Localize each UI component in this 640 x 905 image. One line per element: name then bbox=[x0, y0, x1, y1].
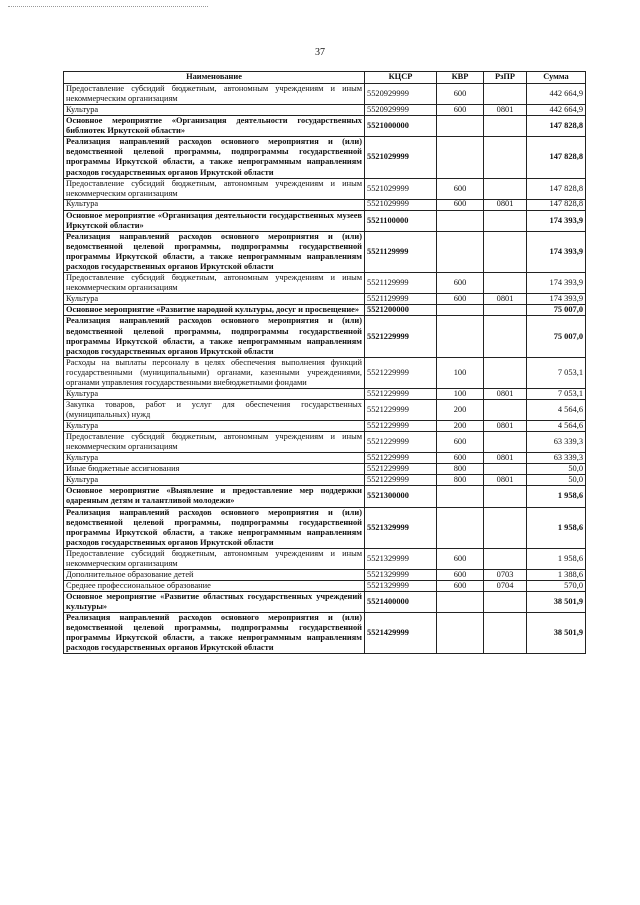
row-kvr-cell: 200 bbox=[437, 400, 484, 421]
row-rzpr-cell bbox=[484, 613, 527, 654]
row-kvr-cell bbox=[437, 507, 484, 548]
row-name-cell: Дополнительное образование детей bbox=[64, 569, 365, 580]
row-sum-cell: 4 564,6 bbox=[527, 421, 586, 432]
row-sum-cell: 50,0 bbox=[527, 475, 586, 486]
row-rzpr-cell bbox=[484, 548, 527, 569]
table-row bbox=[64, 199, 586, 210]
row-sum-cell: 442 664,9 bbox=[527, 105, 586, 116]
row-kvr-cell: 600 bbox=[437, 294, 484, 305]
row-name-cell: Реализация направлений расходов основного мероприятия и (или) ведомственной целевой программы, подпрограммы государственной программы Иркутской области, а также непрограммным направлениям расходов государственных органов Иркутской области bbox=[64, 613, 365, 654]
table-row bbox=[64, 105, 586, 116]
table-header-row bbox=[64, 72, 586, 84]
row-name-cell: Закупка товаров, работ и услуг для обеспечения государственных (муниципальных) нужд bbox=[64, 400, 365, 421]
row-kcsr-cell: 5521400000 bbox=[365, 591, 437, 612]
row-kvr-cell: 800 bbox=[437, 464, 484, 475]
row-sum-cell: 174 393,9 bbox=[527, 231, 586, 272]
row-sum-cell: 1 958,6 bbox=[527, 486, 586, 507]
row-kcsr-cell: 5521029999 bbox=[365, 199, 437, 210]
row-kvr-cell: 600 bbox=[437, 432, 484, 453]
row-name-cell: Предоставление субсидий бюджетным, автономным учреждениям и иным некоммерческим организациям bbox=[64, 548, 365, 569]
table-row bbox=[64, 486, 586, 507]
row-name-cell: Основное мероприятие «Организация деятельности государственных музеев Иркутской области» bbox=[64, 210, 365, 231]
row-kcsr-cell: 5521200000 bbox=[365, 305, 437, 316]
row-sum-cell: 147 828,8 bbox=[527, 137, 586, 178]
row-sum-cell: 75 007,0 bbox=[527, 305, 586, 316]
row-name-cell: Реализация направлений расходов основного мероприятия и (или) ведомственной целевой программы, подпрограммы государственной программы Иркутской области, а также непрограммным направлениям расходов государственных органов Иркутской области bbox=[64, 507, 365, 548]
header-kvr: КВР bbox=[437, 72, 484, 84]
row-kcsr-cell: 5521229999 bbox=[365, 421, 437, 432]
table-row bbox=[64, 116, 586, 137]
row-rzpr-cell bbox=[484, 432, 527, 453]
table-row bbox=[64, 210, 586, 231]
header-rzpr: РзПР bbox=[484, 72, 527, 84]
row-sum-cell: 38 501,9 bbox=[527, 591, 586, 612]
table-row bbox=[64, 84, 586, 105]
row-kvr-cell: 600 bbox=[437, 569, 484, 580]
row-sum-cell: 147 828,8 bbox=[527, 116, 586, 137]
row-kcsr-cell: 5521300000 bbox=[365, 486, 437, 507]
row-rzpr-cell bbox=[484, 210, 527, 231]
row-sum-cell: 50,0 bbox=[527, 464, 586, 475]
row-kcsr-cell: 5521229999 bbox=[365, 389, 437, 400]
row-rzpr-cell bbox=[484, 273, 527, 294]
row-kcsr-cell: 5521229999 bbox=[365, 475, 437, 486]
row-sum-cell: 174 393,9 bbox=[527, 210, 586, 231]
row-name-cell: Культура bbox=[64, 389, 365, 400]
row-rzpr-cell: 0801 bbox=[484, 105, 527, 116]
row-kcsr-cell: 5521000000 bbox=[365, 116, 437, 137]
row-name-cell: Предоставление субсидий бюджетным, автономным учреждениям и иным некоммерческим организациям bbox=[64, 178, 365, 199]
row-sum-cell: 7 053,1 bbox=[527, 389, 586, 400]
header-kcsr: КЦСР bbox=[365, 72, 437, 84]
row-rzpr-cell bbox=[484, 84, 527, 105]
row-rzpr-cell bbox=[484, 305, 527, 316]
page-number: 37 bbox=[315, 47, 325, 58]
row-rzpr-cell: 0801 bbox=[484, 453, 527, 464]
table-row bbox=[64, 569, 586, 580]
row-kcsr-cell: 5521329999 bbox=[365, 548, 437, 569]
table-row bbox=[64, 548, 586, 569]
row-kcsr-cell: 5521129999 bbox=[365, 231, 437, 272]
table-row bbox=[64, 453, 586, 464]
row-kvr-cell bbox=[437, 210, 484, 231]
row-sum-cell: 4 564,6 bbox=[527, 400, 586, 421]
table-row bbox=[64, 273, 586, 294]
row-rzpr-cell bbox=[484, 464, 527, 475]
row-kvr-cell: 600 bbox=[437, 178, 484, 199]
row-kcsr-cell: 5521100000 bbox=[365, 210, 437, 231]
row-kcsr-cell: 5521229999 bbox=[365, 432, 437, 453]
row-name-cell: Предоставление субсидий бюджетным, автономным учреждениям и иным некоммерческим организациям bbox=[64, 273, 365, 294]
table-row bbox=[64, 389, 586, 400]
row-kvr-cell: 200 bbox=[437, 421, 484, 432]
row-rzpr-cell bbox=[484, 357, 527, 388]
row-kcsr-cell: 5521229999 bbox=[365, 464, 437, 475]
table-body bbox=[64, 84, 586, 654]
row-kvr-cell bbox=[437, 305, 484, 316]
table-row bbox=[64, 357, 586, 388]
row-name-cell: Культура bbox=[64, 475, 365, 486]
row-kcsr-cell: 5520929999 bbox=[365, 105, 437, 116]
row-rzpr-cell: 0801 bbox=[484, 199, 527, 210]
row-rzpr-cell: 0801 bbox=[484, 475, 527, 486]
row-kvr-cell: 600 bbox=[437, 580, 484, 591]
row-rzpr-cell bbox=[484, 316, 527, 357]
row-name-cell: Реализация направлений расходов основного мероприятия и (или) ведомственной целевой программы, подпрограммы государственной программы Иркутской области, а также непрограммным направлениям расходов государственных органов Иркутской области bbox=[64, 316, 365, 357]
row-rzpr-cell bbox=[484, 116, 527, 137]
header-name: Наименование bbox=[64, 72, 365, 84]
row-kvr-cell bbox=[437, 231, 484, 272]
row-sum-cell: 147 828,8 bbox=[527, 199, 586, 210]
row-rzpr-cell: 0704 bbox=[484, 580, 527, 591]
row-name-cell: Предоставление субсидий бюджетным, автономным учреждениям и иным некоммерческим организациям bbox=[64, 432, 365, 453]
header-sum: Сумма bbox=[527, 72, 586, 84]
row-name-cell: Основное мероприятие «Организация деятельности государственных библиотек Иркутской области» bbox=[64, 116, 365, 137]
row-kcsr-cell: 5521429999 bbox=[365, 613, 437, 654]
row-rzpr-cell: 0801 bbox=[484, 294, 527, 305]
row-kcsr-cell: 5521029999 bbox=[365, 137, 437, 178]
row-kvr-cell: 600 bbox=[437, 453, 484, 464]
row-kcsr-cell: 5520929999 bbox=[365, 84, 437, 105]
table-row bbox=[64, 316, 586, 357]
row-kvr-cell: 600 bbox=[437, 84, 484, 105]
row-kvr-cell: 800 bbox=[437, 475, 484, 486]
row-rzpr-cell bbox=[484, 137, 527, 178]
row-name-cell: Расходы на выплаты персоналу в целях обеспечения выполнения функций государственными (муниципальными) органами, казенными учреждениями, органами управления государственными внебюджетными фондами bbox=[64, 357, 365, 388]
row-kvr-cell: 600 bbox=[437, 273, 484, 294]
row-name-cell: Культура bbox=[64, 421, 365, 432]
row-name-cell: Основное мероприятие «Выявление и предоставление мер поддержки одаренным детям и талантливой молодежи» bbox=[64, 486, 365, 507]
row-name-cell: Реализация направлений расходов основного мероприятия и (или) ведомственной целевой программы, подпрограммы государственной программы Иркутской области, а также непрограммным направлениям расходов государственных органов Иркутской области bbox=[64, 137, 365, 178]
row-kcsr-cell: 5521329999 bbox=[365, 507, 437, 548]
row-sum-cell: 63 339,3 bbox=[527, 432, 586, 453]
row-kvr-cell bbox=[437, 316, 484, 357]
table-row bbox=[64, 475, 586, 486]
row-sum-cell: 442 664,9 bbox=[527, 84, 586, 105]
row-kcsr-cell: 5521229999 bbox=[365, 357, 437, 388]
row-kvr-cell: 100 bbox=[437, 357, 484, 388]
row-kcsr-cell: 5521029999 bbox=[365, 178, 437, 199]
budget-table bbox=[63, 71, 586, 654]
row-rzpr-cell bbox=[484, 507, 527, 548]
row-sum-cell: 75 007,0 bbox=[527, 316, 586, 357]
row-sum-cell: 174 393,9 bbox=[527, 294, 586, 305]
table-row bbox=[64, 464, 586, 475]
table-row bbox=[64, 231, 586, 272]
scan-artifact bbox=[8, 6, 208, 11]
table-row bbox=[64, 305, 586, 316]
row-kcsr-cell: 5521229999 bbox=[365, 453, 437, 464]
row-name-cell: Культура bbox=[64, 105, 365, 116]
row-rzpr-cell bbox=[484, 486, 527, 507]
row-name-cell: Реализация направлений расходов основного мероприятия и (или) ведомственной целевой программы, подпрограммы государственной программы Иркутской области, а также непрограммным направлениям расходов государственных органов Иркутской области bbox=[64, 231, 365, 272]
row-kvr-cell: 100 bbox=[437, 389, 484, 400]
row-kvr-cell bbox=[437, 116, 484, 137]
table-row bbox=[64, 178, 586, 199]
row-name-cell: Предоставление субсидий бюджетным, автономным учреждениям и иным некоммерческим организациям bbox=[64, 84, 365, 105]
row-rzpr-cell: 0801 bbox=[484, 421, 527, 432]
row-kcsr-cell: 5521129999 bbox=[365, 294, 437, 305]
row-sum-cell: 147 828,8 bbox=[527, 178, 586, 199]
row-name-cell: Основное мероприятие «Развитие областных государственных учреждений культуры» bbox=[64, 591, 365, 612]
row-kcsr-cell: 5521229999 bbox=[365, 400, 437, 421]
row-rzpr-cell bbox=[484, 591, 527, 612]
row-kvr-cell bbox=[437, 486, 484, 507]
table-row bbox=[64, 432, 586, 453]
row-sum-cell: 174 393,9 bbox=[527, 273, 586, 294]
row-sum-cell: 63 339,3 bbox=[527, 453, 586, 464]
table-row bbox=[64, 294, 586, 305]
row-sum-cell: 7 053,1 bbox=[527, 357, 586, 388]
row-sum-cell: 1 958,6 bbox=[527, 548, 586, 569]
row-kvr-cell bbox=[437, 613, 484, 654]
table-row bbox=[64, 137, 586, 178]
table-row bbox=[64, 400, 586, 421]
row-name-cell: Среднее профессиональное образование bbox=[64, 580, 365, 591]
row-name-cell: Культура bbox=[64, 294, 365, 305]
row-kvr-cell bbox=[437, 591, 484, 612]
table-row bbox=[64, 507, 586, 548]
row-name-cell: Культура bbox=[64, 199, 365, 210]
table-row bbox=[64, 613, 586, 654]
row-kvr-cell: 600 bbox=[437, 199, 484, 210]
row-name-cell: Основное мероприятие «Развитие народной культуры, досуг и просвещение» bbox=[64, 305, 365, 316]
row-rzpr-cell: 0801 bbox=[484, 389, 527, 400]
row-rzpr-cell bbox=[484, 178, 527, 199]
row-kcsr-cell: 5521229999 bbox=[365, 316, 437, 357]
table-row bbox=[64, 591, 586, 612]
row-kvr-cell: 600 bbox=[437, 548, 484, 569]
row-sum-cell: 1 958,6 bbox=[527, 507, 586, 548]
row-sum-cell: 1 388,6 bbox=[527, 569, 586, 580]
row-rzpr-cell: 0703 bbox=[484, 569, 527, 580]
table-row bbox=[64, 421, 586, 432]
row-sum-cell: 570,0 bbox=[527, 580, 586, 591]
row-rzpr-cell bbox=[484, 231, 527, 272]
row-name-cell: Культура bbox=[64, 453, 365, 464]
row-sum-cell: 38 501,9 bbox=[527, 613, 586, 654]
row-kcsr-cell: 5521129999 bbox=[365, 273, 437, 294]
row-kcsr-cell: 5521329999 bbox=[365, 580, 437, 591]
row-kvr-cell bbox=[437, 137, 484, 178]
row-name-cell: Иные бюджетные ассигнования bbox=[64, 464, 365, 475]
table-row bbox=[64, 580, 586, 591]
row-rzpr-cell bbox=[484, 400, 527, 421]
row-kcsr-cell: 5521329999 bbox=[365, 569, 437, 580]
row-kvr-cell: 600 bbox=[437, 105, 484, 116]
